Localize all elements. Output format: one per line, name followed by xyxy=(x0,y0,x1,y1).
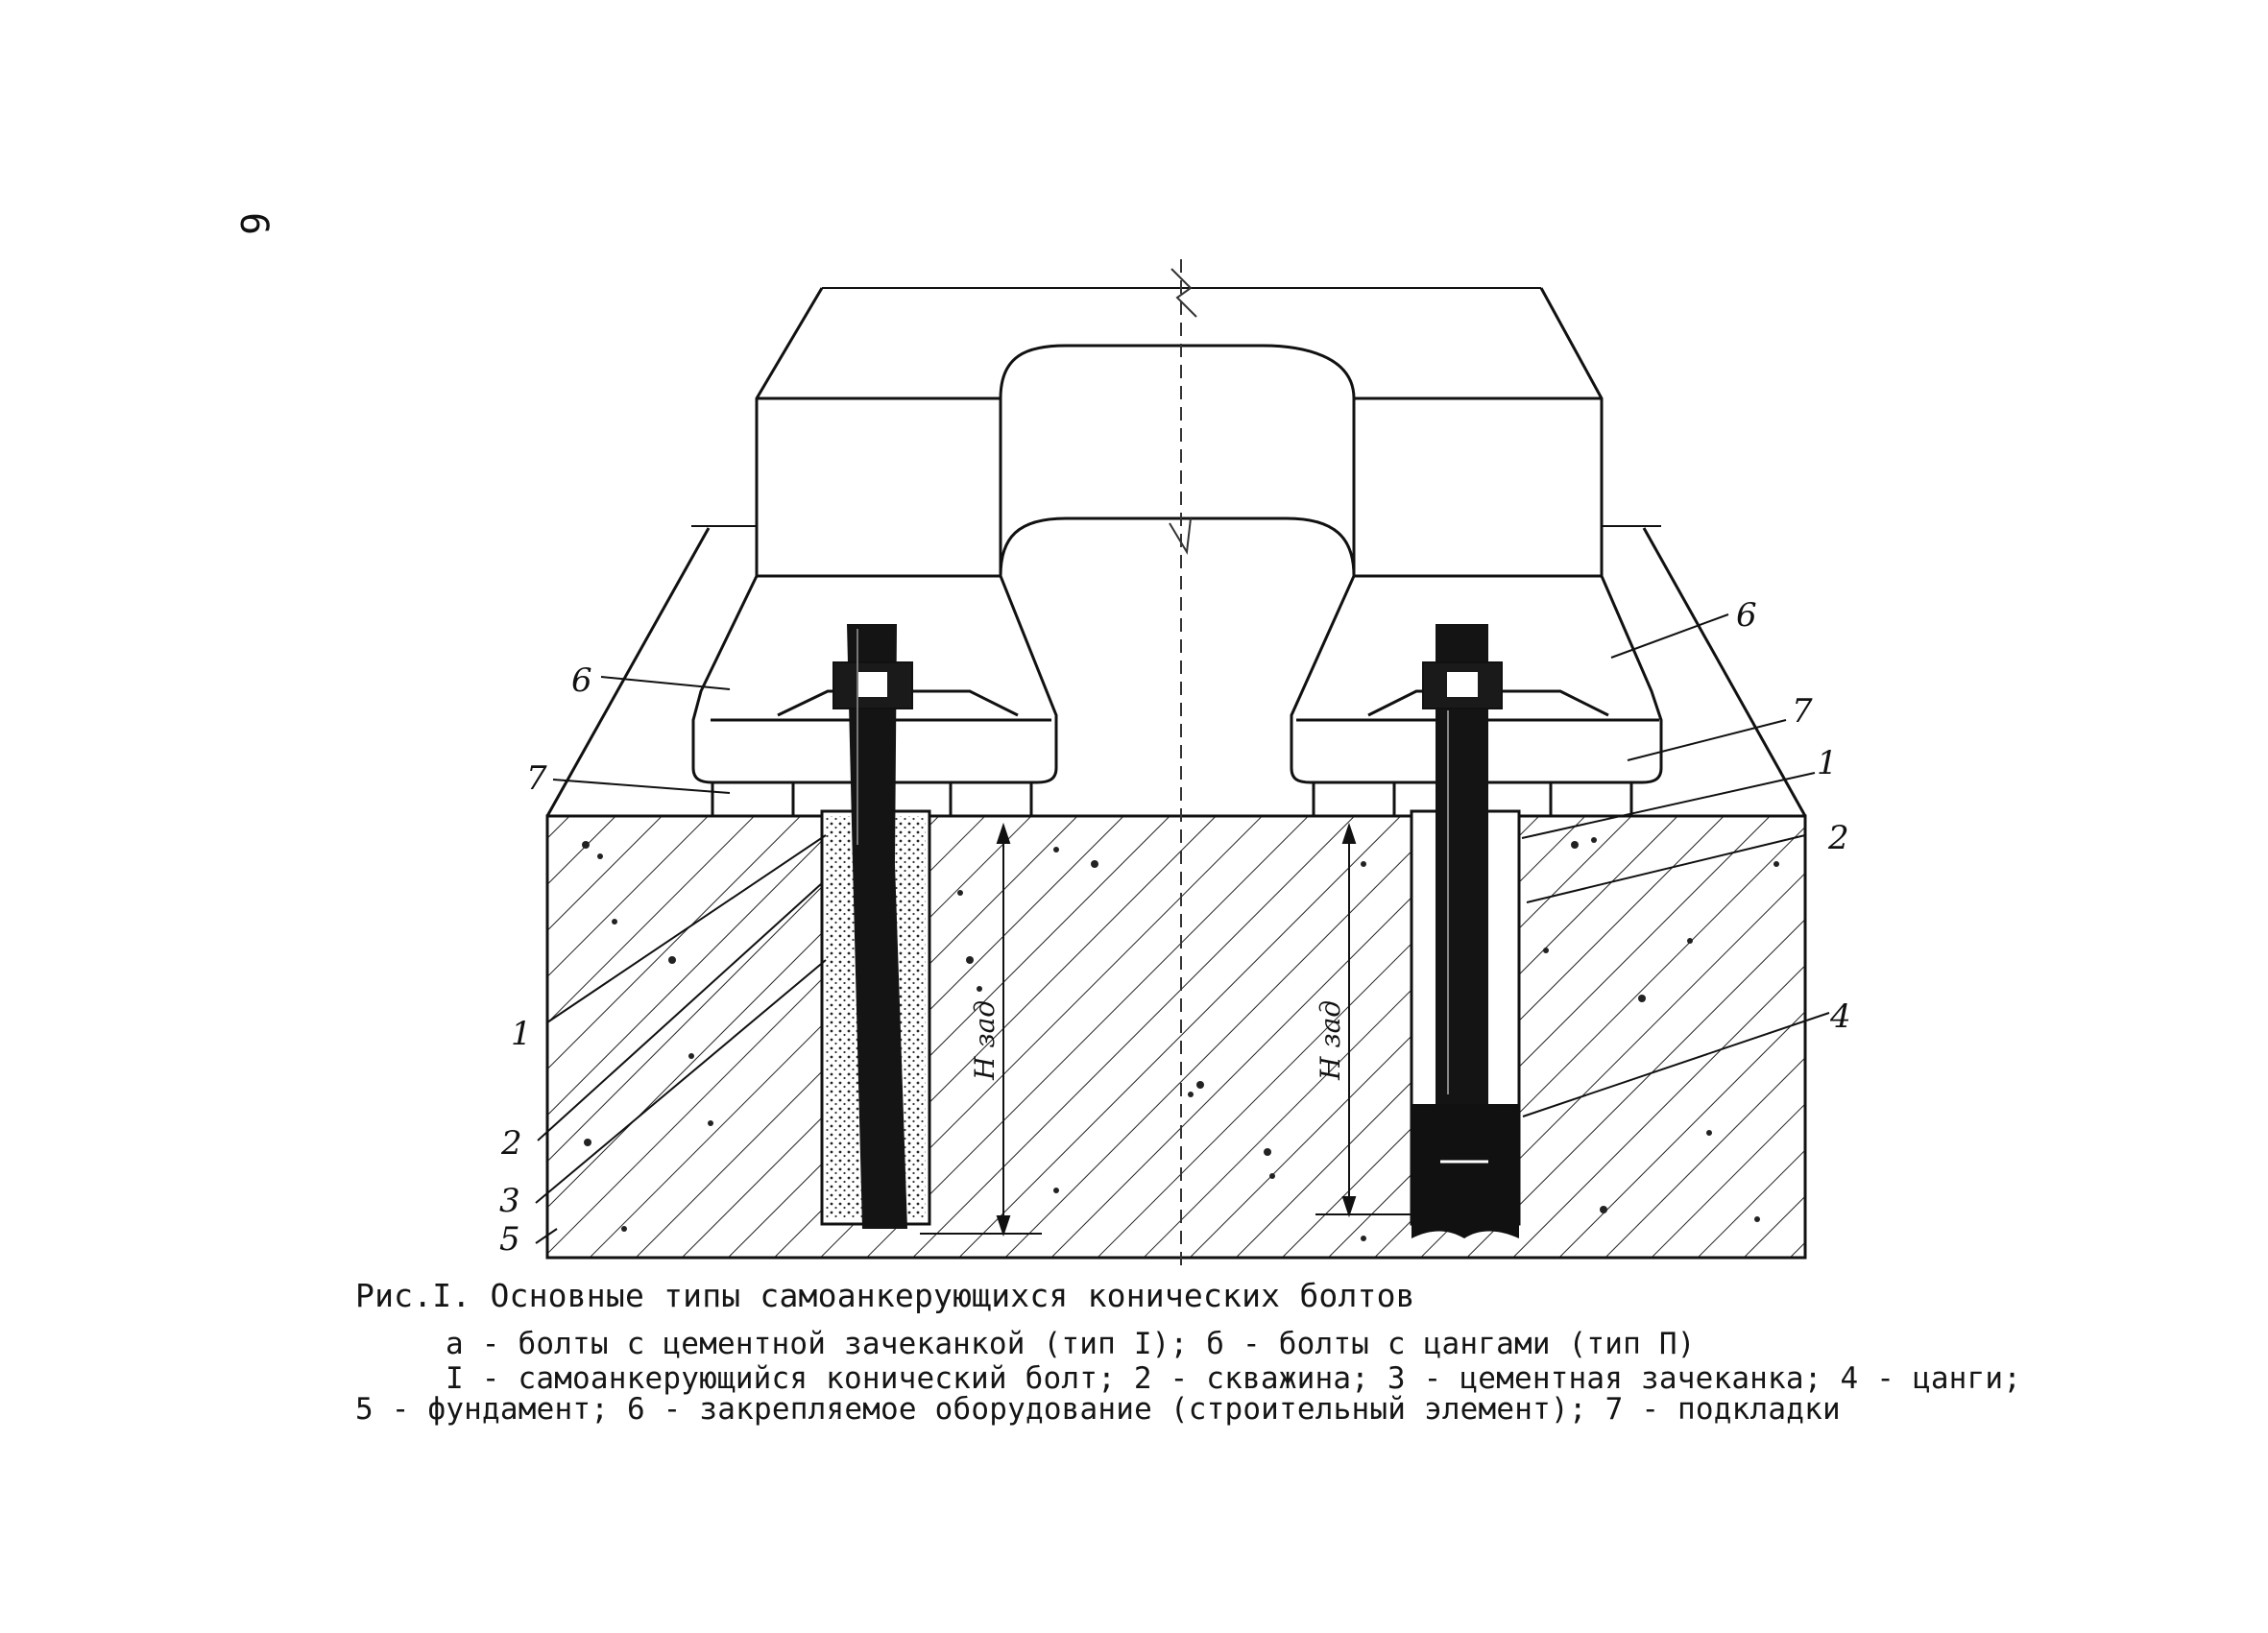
label-left-6: 6 xyxy=(571,661,592,700)
figure-legend-line2: I - самоанкерующийся конический болт; 2 - скважина; 3 - цементная зачеканка; 4 - цанги; xyxy=(446,1361,2022,1396)
label-left-7: 7 xyxy=(526,759,547,798)
label-right-2: 2 xyxy=(1828,819,1849,857)
label-left-5: 5 xyxy=(499,1220,520,1259)
page-number: 6 xyxy=(231,211,277,236)
label-right-4: 4 xyxy=(1830,997,1851,1036)
figure-legend-line3: 5 - фундамент; 6 - закрепляемое оборудование (строительный элемент); 7 - подкладки xyxy=(355,1392,1841,1427)
figure-legend-line1: а - болты с цементной зачеканкой (тип I); б - болты с цангами (тип П) xyxy=(446,1327,1696,1361)
label-right-1: 1 xyxy=(1817,744,1838,782)
label-left-3: 3 xyxy=(499,1182,520,1220)
dim-label-left: H зад xyxy=(969,999,1001,1080)
foundation xyxy=(547,816,1805,1258)
label-right-6: 6 xyxy=(1736,596,1757,635)
label-right-7: 7 xyxy=(1792,692,1813,731)
label-left-2: 2 xyxy=(501,1124,522,1163)
figure-title: Рис.I. Основные типы самоанкерующихся конических болтов xyxy=(355,1277,1415,1314)
label-left-1: 1 xyxy=(511,1015,532,1053)
dim-label-right: H зад xyxy=(1315,999,1346,1080)
